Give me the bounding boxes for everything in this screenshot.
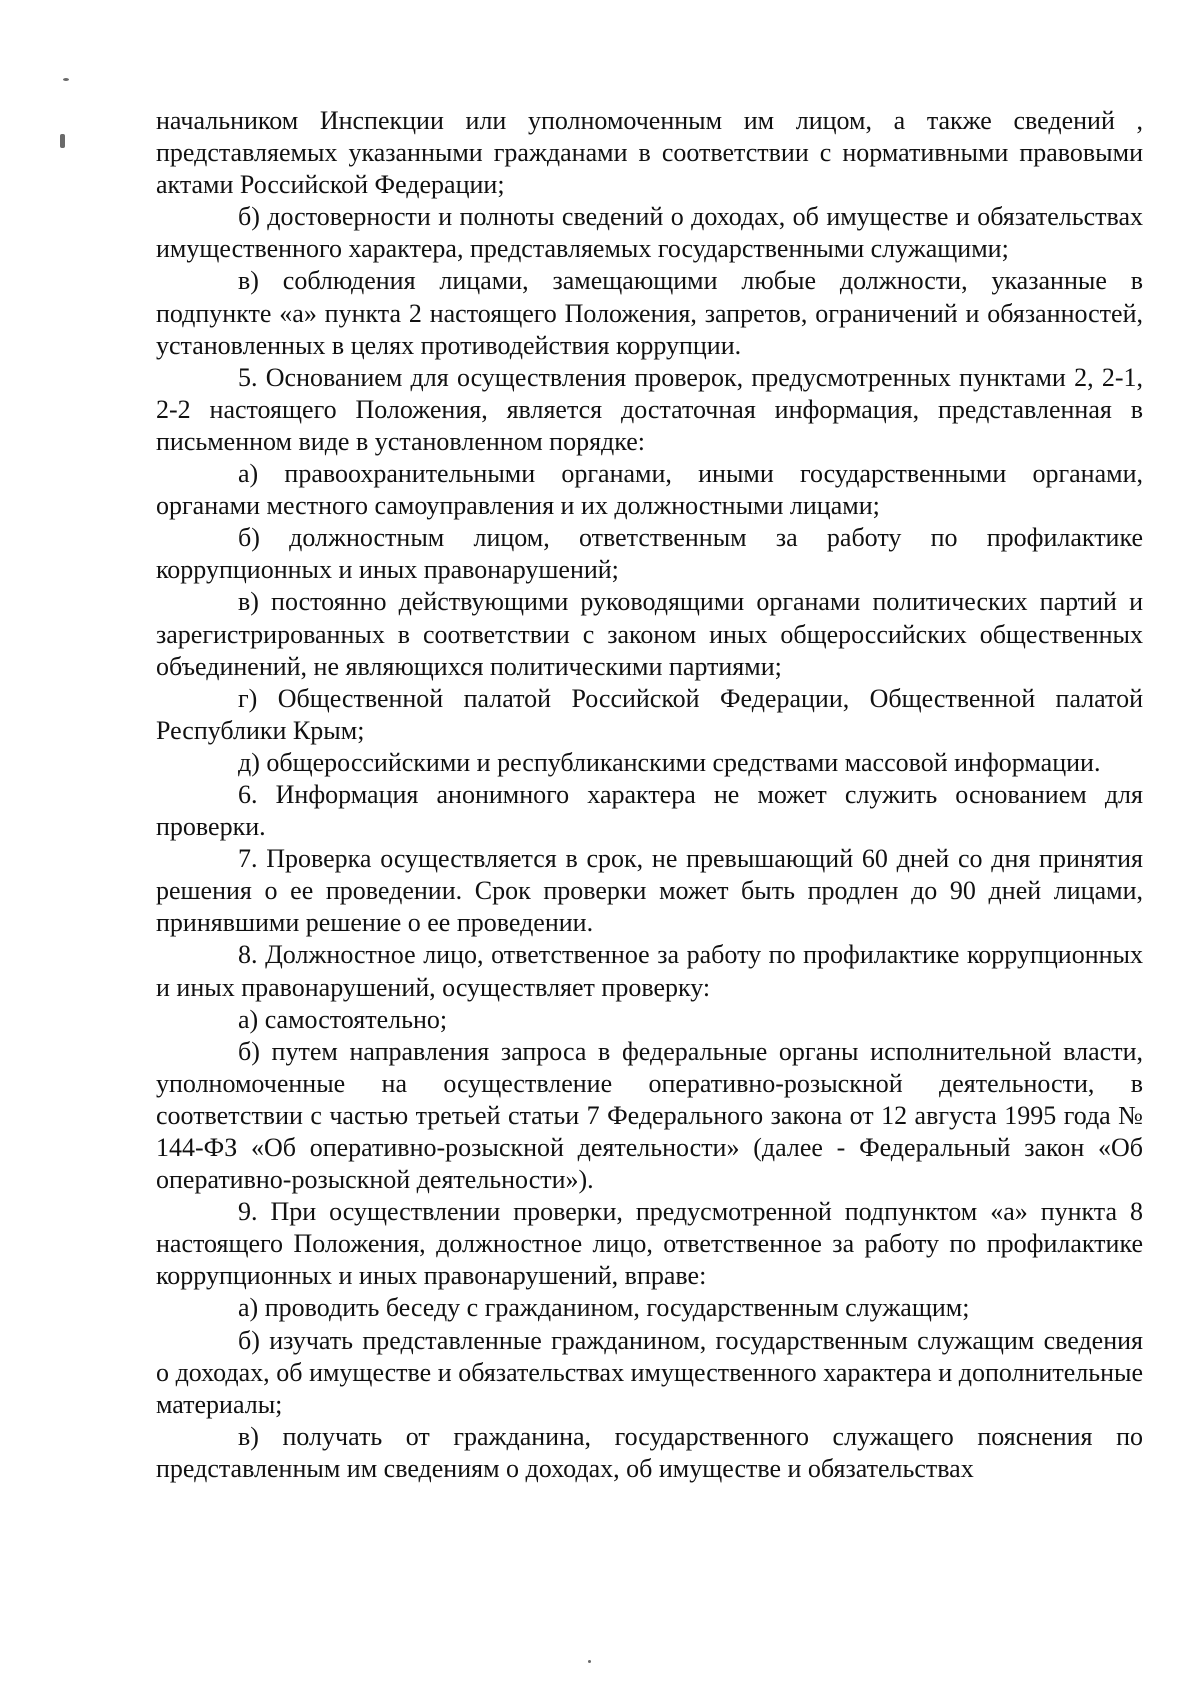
paragraph-16: а) проводить беседу с гражданином, государственным служащим;	[238, 1293, 970, 1323]
paragraph-10: 6. Информация анонимного характера не может служить основанием для проверки.	[156, 779, 1143, 842]
scan-speck	[60, 134, 65, 148]
paragraph-9: д) общероссийскими и республиканскими средствами массовой информации.	[238, 747, 1101, 777]
paragraph-2: б) достоверности и полноты сведений о доходах, об имуществе и обязательствах имущественного характера, представляемых государственными служащими;	[156, 202, 1143, 264]
paragraph-5: а) правоохранительными органами, иными государственными органами, органами местного самоуправления и их должностными лицами;	[156, 459, 1143, 521]
paragraph-12: 8. Должностное лицо, ответственное за работу по профилактике коррупционных и иных правонарушений, осуществляет проверку:	[156, 940, 1143, 1002]
paragraph-8: г) Общественной палатой Российской Федерации, Общественной палатой Республики Крым;	[156, 683, 1143, 745]
paragraph-6: б) должностным лицом, ответственным за работу по профилактике коррупционных и иных правонарушений;	[156, 523, 1143, 585]
paragraph-3: в) соблюдения лицами, замещающими любые должности, указанные в подпункте «а» пункта 2 настоящего Положения, запретов, ограничений и обязанностей, установленных в целях противодействия коррупции.	[156, 266, 1143, 360]
paragraph-11: 7. Проверка осуществляется в срок, не превышающий 60 дней со дня принятия решения о ее проведении. Срок проверки может быть продлен до 90 дней лицами, принявшими решение о ее проведении.	[156, 844, 1143, 938]
paragraph-4: 5. Основанием для осуществления проверок, предусмотренных пунктами 2, 2-1, 2-2 настоящего Положения, является достаточная информация, представленная в письменном виде в установленном порядке:	[156, 362, 1143, 456]
paragraph-15: 9. При осуществлении проверки, предусмотренной подпунктом «а» пункта 8 настоящего Положения, должностное лицо, ответственное за работу по профилактике коррупционных и иных правонарушений, вправе:	[156, 1197, 1143, 1291]
scan-speck	[588, 1660, 591, 1663]
paragraph-1: начальником Инспекции или уполномоченным им лицом, а также сведений , представляемых указанными гражданами в соответствии с нормативными правовыми актами Российской Федерации;	[156, 106, 1143, 200]
paragraph-14: б) путем направления запроса в федеральные органы исполнительной власти, уполномоченные на осуществление оперативно-розыскной деятельности, в соответствии с частью третьей статьи 7 Федерального закона от 12 августа 1995 года № 144-ФЗ «Об оперативно-розыскной деятельности» (далее - Федеральный закон «Об оперативно-розыскной деятельности»).	[156, 1036, 1143, 1195]
paragraph-13: а) самостоятельно;	[238, 1004, 448, 1034]
document-body	[156, 105, 1143, 1485]
scan-speck	[63, 78, 69, 81]
paragraph-7: в) постоянно действующими руководящими органами политических партий и зарегистрированных в соответствии с законом иных общероссийских общественных объединений, не являющихся политическими партиями;	[156, 587, 1143, 681]
paragraph-18: в) получать от гражданина, государственного служащего пояснения по представленным им сведениям о доходах, об имуществе и обязательствах	[156, 1421, 1143, 1483]
paragraph-17: б) изучать представленные гражданином, государственным служащим сведения о доходах, об имуществе и обязательствах имущественного характера и дополнительные материалы;	[156, 1325, 1143, 1419]
